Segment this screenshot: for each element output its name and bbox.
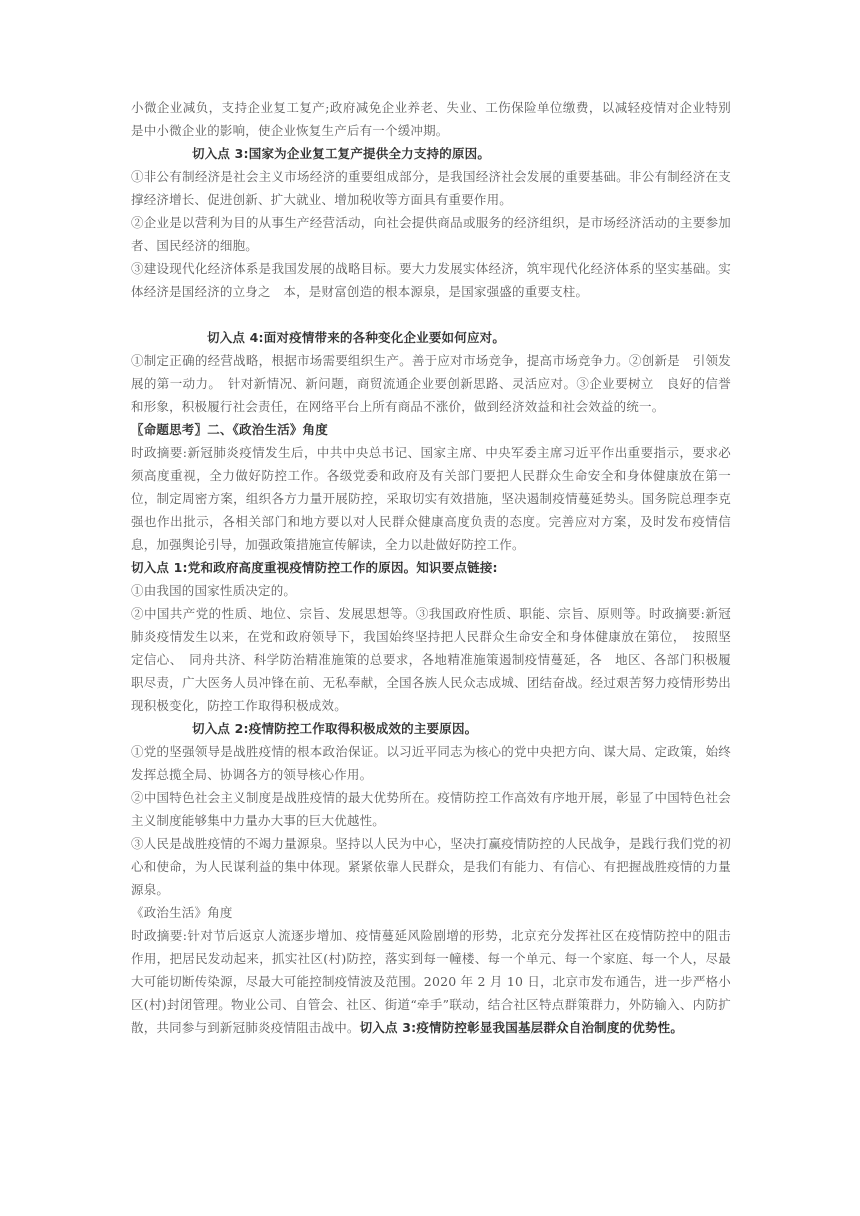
paragraph: ①由我国的国家性质决定的。 xyxy=(131,583,297,598)
paragraph: 时政摘要:新冠肺炎疫情发生后，中共中央总书记、国家主席、中央军委主席习近平作出重要指示，要求必须高度重视，全力做好防控工作。各级党委和政府及有关部门要把人民群众生命安全和身体健康放在第一位，制定周密方案，组织各方力量开展防控，采取切实有效措施，坚决遏制疫情蔓延势头。国务院总理李克强也作出批示，各相关部门和地方要以对人民群众健康高度负责的态度。完善应对方案，及时发布疫情信息，加强舆论引导，加强政策措施宣传解读，全力以赴做好防控工作。 xyxy=(131,445,731,552)
paragraph: 小微企业减负，支持企业复工复产;政府减免企业养老、失业、工伤保险单位缴费，以减轻疫情对企业特别是中小微企业的影响，使企业恢复生产后有一个缓冲期。 xyxy=(131,100,731,138)
paragraph: ②企业是以营利为目的从事生产经营活动，向社会提供商品或服务的经济组织，是市场经济活动的主要参加者、国民经济的细胞。 xyxy=(131,215,731,253)
section-heading: 切入点 4:面对疫情带来的各种变化企业要如何应对。 xyxy=(207,330,506,345)
document-body xyxy=(131,96,731,1039)
paragraph: ①党的坚强领导是战胜疫情的根本政治保证。以习近平同志为核心的党中央把方向、谋大局、定政策，始终发挥总揽全局、协调各方的领导核心作用。 xyxy=(131,744,731,782)
paragraph-text: 时政摘要:针对节后返京人流逐步增加、疫情蔓延风险剧增的形势，北京充分发挥社区在疫情防控中的阻击作用，把居民发动起来，抓实社区(村)防控，落实到每一幢楼、每一个单元、每一个家庭、每一个人，尽最大可能切断传染源，尽最大可能控制疫情波及范围。2020 年 2 月 10 日，北京市发布通告，进一步严格小区(村)封闭管理。物业公司、自管会、社区、街道“牵手”联动，结合社区特点群策群力，外防输入、内防扩散，共同参与到新冠肺炎疫情阻击战中。 xyxy=(131,928,731,1035)
section-heading: 切入点 3:国家为企业复工复产提供全力支持的原因。 xyxy=(192,146,491,161)
paragraph: ③建设现代化经济体系是我国发展的战略目标。要大力发展实体经济，筑牢现代化经济体系的坚实基础。实体经济是国经济的立身之 本，是财富创造的根本源泉，是国家强盛的重要支柱。 xyxy=(131,261,731,299)
paragraph: ①非公有制经济是社会主义市场经济的重要组成部分，是我国经济社会发展的重要基础。非公有制经济在支撑经济增长、促进创新、扩大就业、增加税收等方面具有重要作用。 xyxy=(131,169,731,207)
paragraph: ②中国共产党的性质、地位、宗旨、发展思想等。③我国政府性质、职能、宗旨、原则等。时政摘要:新冠肺炎疫情发生以来，在党和政府领导下，我国始终坚持把人民群众生命安全和身体健康放在第位， 按照坚定信心、 同舟共济、科学防治精准施策的总要求，各地精准施策遏制疫情蔓延，各 地区、各部门积极履职尽责，广大医务人员冲锋在前、无私奉献，全国各族人民众志成城、团结奋战。经过艰苦努力疫情形势出现积极变化，防控工作取得积极成效。 xyxy=(131,606,731,713)
section-heading: 〖命题思考〗二、《政治生活》角度 xyxy=(131,422,328,437)
paragraph xyxy=(131,924,731,1039)
section-heading: 切入点 2:疫情防控工作取得积极成效的主要原因。 xyxy=(192,721,478,736)
subheading: 《政治生活》角度 xyxy=(131,905,233,920)
paragraph: ③人民是战胜疫情的不竭力量源泉。坚持以人民为中心，坚决打赢疫情防控的人民战争，是践行我们党的初心和使命，为人民谋利益的集中体现。紧紧依靠人民群众，是我们有能力、有信心、有把握战胜疫情的力量源泉。 xyxy=(131,836,731,897)
spacer xyxy=(131,303,731,326)
paragraph: ①制定正确的经营战略，根据市场需要组织生产。善于应对市场竞争，提高市场竞争力。②创新是 引领发展的第一动力。 针对新情况、新问题，商贸流通企业要创新思路、灵活应对。③企业要树立 良好的信誉和形象，积极履行社会责任，在网络平台上所有商品不涨价，做到经济效益和社会效益的统一。 xyxy=(131,353,731,414)
paragraph: ②中国特色社会主义制度是战胜疫情的最大优势所在。疫情防控工作高效有序地开展，彰显了中国特色社会主义制度能够集中力量办大事的巨大优越性。 xyxy=(131,790,731,828)
inline-heading: 切入点 3:疫情防控彰显我国基层群众自治制度的优势性。 xyxy=(359,1020,684,1035)
section-heading: 切入点 1:党和政府高度重视疫情防控工作的原因。知识要点链接: xyxy=(131,560,498,575)
